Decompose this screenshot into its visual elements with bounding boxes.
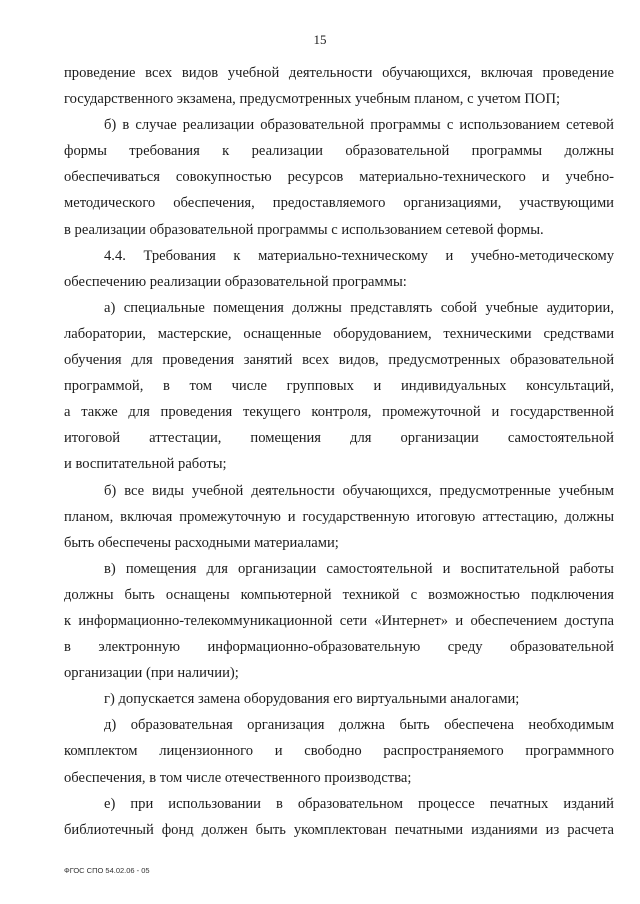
text-line: а) специальные помещения должны представлять собой учебные аудитории, xyxy=(104,299,614,316)
text-line: а также для проведения текущего контроля, промежуточной и государственной xyxy=(64,404,614,421)
text-line: планом, включая промежуточную и государственную итоговую аттестацию, должны xyxy=(64,508,614,525)
text-line: г) допускается замена оборудования его виртуальными аналогами; xyxy=(104,691,520,708)
paragraph xyxy=(64,243,614,295)
text-line: формы требования к реализации образовательной программы должны xyxy=(64,143,614,160)
paragraph xyxy=(64,295,614,478)
text-line: обучения для проведения занятий всех видов, предусмотренных образовательной xyxy=(64,352,614,369)
text-line: обеспечиваться совокупностью ресурсов материально-технического и учебно- xyxy=(64,169,614,186)
text-line: проведение всех видов учебной деятельности обучающихся, включая проведение xyxy=(64,65,614,81)
text-line: е) при использовании в образовательном процессе печатных изданий xyxy=(104,795,614,812)
text-line: к информационно-телекоммуникационной сети «Интернет» и обеспечением доступа xyxy=(64,612,614,629)
text-line: лаборатории, мастерские, оснащенные оборудованием, техническими средствами xyxy=(64,325,614,342)
text-line: итоговой аттестации, помещения для организации самостоятельной xyxy=(64,430,614,447)
text-line: 4.4. Требования к материально-техническому и учебно-методическому xyxy=(104,247,614,264)
text-line: и воспитательной работы; xyxy=(64,456,227,473)
text-line: в электронную информационно-образовательную среду образовательной xyxy=(64,639,614,656)
paragraph xyxy=(64,556,614,686)
text-line: комплектом лицензионного и свободно распространяемого программного xyxy=(64,743,614,760)
document-body xyxy=(64,60,614,843)
text-line: программой, в том числе групповых и индивидуальных консультаций, xyxy=(64,378,614,395)
page-number: 15 xyxy=(313,32,327,47)
text-line: обеспечения, в том числе отечественного производства; xyxy=(64,769,412,786)
text-line: государственного экзамена, предусмотренных учебным планом, с учетом ПОП; xyxy=(64,91,561,108)
text-line: должны быть оснащены компьютерной техникой с возможностью подключения xyxy=(64,586,614,603)
text-line: в) помещения для организации самостоятельной и воспитательной работы xyxy=(104,560,614,577)
paragraph xyxy=(64,478,614,556)
text-line: быть обеспечены расходными материалами; xyxy=(64,534,339,551)
text-line: организации (при наличии); xyxy=(64,665,239,682)
text-line: д) образовательная организация должна быть обеспечена необходимым xyxy=(104,717,614,734)
text-line: методического обеспечения, предоставляемого организациями, участвующими xyxy=(64,195,614,212)
paragraph xyxy=(64,686,614,712)
paragraph xyxy=(64,112,614,242)
document-footer: ФГОС СПО 54.02.06 - 05 xyxy=(64,866,150,875)
paragraph xyxy=(64,712,614,790)
text-line: б) в случае реализации образовательной программы с использованием сетевой xyxy=(104,117,614,134)
paragraph xyxy=(64,60,614,112)
text-line: в реализации образовательной программы с использованием сетевой формы. xyxy=(64,221,544,238)
text-line: библиотечный фонд должен быть укомплектован печатными изданиями из расчета xyxy=(64,821,614,838)
text-line: обеспечению реализации образовательной программы: xyxy=(64,273,407,290)
paragraph xyxy=(64,791,614,843)
text-line: б) все виды учебной деятельности обучающихся, предусмотренные учебным xyxy=(104,482,614,499)
